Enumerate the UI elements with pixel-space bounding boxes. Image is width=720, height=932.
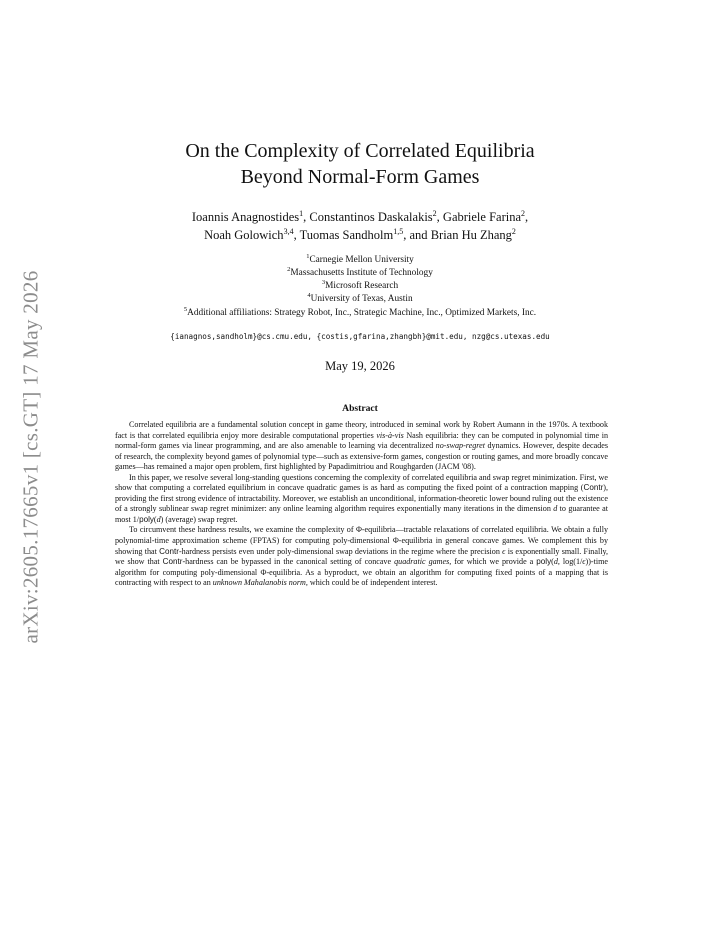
paper-date: May 19, 2026 [325,359,395,373]
affiliation-number: 1 [306,253,310,260]
author-line-1: Ioannis Anagnostides$^1$, Constantinos Daskalakis$^2$, Gabriele Farina$^2$, [191,209,529,225]
affiliation [0,266,720,278]
affiliation-text: University of Texas, Austin [310,294,413,305]
affiliation-text: Carnegie Mellon University [309,255,414,266]
affiliation-text: Massachusetts Institute of Technology [290,268,433,279]
author-name: Noah Golowich [204,228,284,243]
affiliation-text: Microsoft Research [325,281,399,292]
author-affiliation-mark: 1 [299,209,304,218]
author-name: Gabriele Farina [442,210,522,225]
arxiv-identifier: arXiv:2605.17665v1 [cs.GT] 17 May 2026 [18,270,43,644]
abstract-paragraph-2: In this paper, we resolve several long-standing questions concerning the complexity of correlated equilibria and swap regret minimization. First, we show that computing a correlated equilibrium in concave quadratic games is as hard as computing the fixed point of a contraction mapping (Contr), providing the first strong evidence of intractability. Moreover, we establish an unconditional, information-theoretic lower bound ruling out the existence of a strongly sublinear swap regret minimizer: any online learning algorithm requires exponentially many iterations in the dimension d to guarantee at most 1/poly(d) (average) swap regret. [115,472,608,524]
affiliation-number: 5 [183,306,188,313]
arxiv-sidebar [6,262,56,652]
author-name: Tuomas Sandholm [299,228,394,243]
author-name: Ioannis Anagnostides [191,210,300,225]
author-line-2: Noah Golowich$^{3,4}$, Tuomas Sandholm$^{1,5}$, and Brian Hu Zhang$^2$ [204,227,516,243]
affiliation-number: 4 [307,292,311,299]
affiliation [0,253,720,265]
affiliation-number: 2 [287,266,291,273]
author-affiliation-mark: 1,5 [393,227,404,236]
affiliation [0,279,720,291]
author-emails: {ianagnos,sandholm}@cs.cmu.edu, {costis,gfarina,zhangbh}@mit.edu, nzg@cs.utexas.edu [170,332,550,341]
paper-title-line-2: Beyond Normal-Form Games [240,166,480,188]
affiliation-number: 3 [321,279,326,286]
affiliation [0,306,720,318]
author-affiliation-mark: 3,4 [283,227,294,236]
author-name: Brian Hu Zhang [430,228,512,243]
abstract-paragraph-3: To circumvent these hardness results, we examine the complexity of Φ-equilibria—tractable relaxations of correlated equilibria. We obtain a fully polynomial-time approximation scheme (FPTAS) for computing poly-dimensional Φ-equilibria in general concave games. We complement this by showing that Contr-hardness persists even under poly-dimensional swap deviations in the regime where the precision ϵ is exponentially small. Finally, we show that Contr-hardness can be bypassed in the canonical setting of concave quadratic games, for which we provide a poly(d, log(1/ϵ))-time algorithm for computing poly-dimensional Φ-equilibria. As a byproduct, we obtain an algorithm for computing fixed points of a mapping that is contracting with respect to an unknown Mahalanobis norm, which could be of independent interest. [115,525,609,588]
paper-title-line-1: On the Complexity of Correlated Equilibria [185,140,535,162]
author-affiliation-mark: 2 [521,209,526,218]
abstract-paragraph-1: Correlated equilibria are a fundamental solution concept in game theory, introduced in seminal work by Robert Aumann in the 1970s. A textbook fact is that correlated equilibria enjoy more desirable computational properties vis-à-vis Nash equilibria: they can be computed in polynomial time in normal-form games via linear programming, and are also amenable to learning via decentralized no-swap-regret dynamics. However, despite decades of research, the complexity beyond games of polynomial type—such as extensive-form games, congestion or routing games, and more broadly concave games—has remained a major open problem, first highlighted by Papadimitriou and Roughgarden (JACM '08). [115,420,608,472]
author-name: Constantinos Daskalakis [309,210,433,225]
affiliation-text: Additional affiliations: Strategy Robot, Inc., Strategic Machine, Inc., Optimized Markets, Inc. [187,308,537,319]
author-affiliation-mark: 2 [511,227,516,236]
abstract-heading: Abstract [342,403,378,414]
abstract-body [115,420,608,589]
affiliation [0,292,720,304]
author-affiliation-mark: 2 [432,209,437,218]
